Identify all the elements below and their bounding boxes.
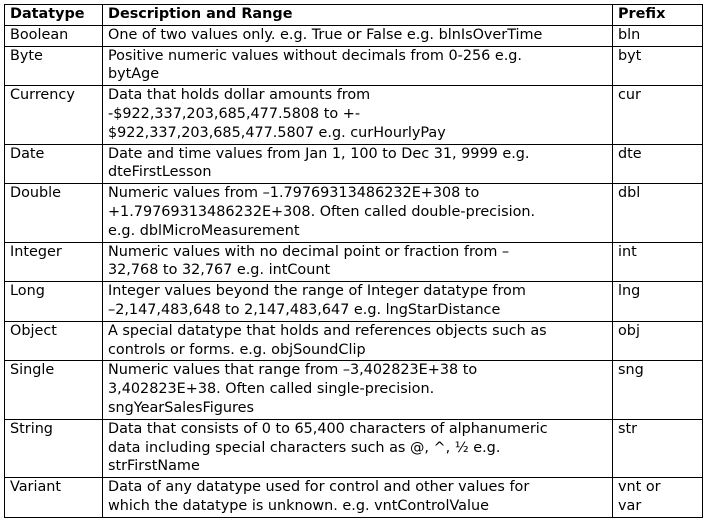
table-row: [5, 321, 703, 361]
cell-description: Data that holds dollar amounts from -$922,337,203,685,477.5808 to +- $922,337,203,685,477.5807 e.g. curHourlyPay: [103, 86, 613, 144]
cell-datatype: Object: [5, 321, 103, 361]
table-row: [5, 144, 703, 184]
header-prefix: Prefix: [613, 5, 703, 26]
table-row: [5, 282, 703, 322]
table-row: [5, 46, 703, 86]
cell-prefix: obj: [613, 321, 703, 361]
cell-datatype: Variant: [5, 478, 103, 518]
cell-prefix: bln: [613, 25, 703, 46]
cell-description: Data of any datatype used for control and other values for which the datatype is unknown. e.g. vntControlValue: [103, 478, 613, 518]
cell-prefix: str: [613, 419, 703, 477]
table-header-row: [5, 5, 703, 26]
table-row: [5, 184, 703, 242]
cell-datatype: Single: [5, 361, 103, 419]
cell-description: Data that consists of 0 to 65,400 characters of alphanumeric data including special characters such as @, ^, ½ e.g. strFirstName: [103, 419, 613, 477]
cell-description: Numeric values from –1.79769313486232E+308 to +1.79769313486232E+308. Often called double-precision. e.g. dblMicroMeasurement: [103, 184, 613, 242]
cell-datatype: String: [5, 419, 103, 477]
datatype-table: [4, 4, 703, 518]
cell-description: Integer values beyond the range of Integer datatype from –2,147,483,648 to 2,147,483,647 e.g. lngStarDistance: [103, 282, 613, 322]
datatype-table-container: [4, 4, 702, 518]
table-row: [5, 361, 703, 419]
table-row: [5, 25, 703, 46]
cell-datatype: Currency: [5, 86, 103, 144]
cell-prefix: lng: [613, 282, 703, 322]
table-row: [5, 419, 703, 477]
cell-prefix: byt: [613, 46, 703, 86]
cell-prefix: dbl: [613, 184, 703, 242]
cell-description: Numeric values that range from –3,402823E+38 to 3,402823E+38. Often called single-precision. sngYearSalesFigures: [103, 361, 613, 419]
cell-description: One of two values only. e.g. True or False e.g. blnIsOverTime: [103, 25, 613, 46]
cell-description: Positive numeric values without decimals from 0-256 e.g. bytAge: [103, 46, 613, 86]
cell-description: Numeric values with no decimal point or fraction from – 32,768 to 32,767 e.g. intCount: [103, 242, 613, 282]
cell-prefix: cur: [613, 86, 703, 144]
cell-prefix: vnt or var: [613, 478, 703, 518]
cell-datatype: Date: [5, 144, 103, 184]
cell-datatype: Byte: [5, 46, 103, 86]
cell-prefix: sng: [613, 361, 703, 419]
table-row: [5, 242, 703, 282]
cell-description: Date and time values from Jan 1, 100 to Dec 31, 9999 e.g. dteFirstLesson: [103, 144, 613, 184]
cell-datatype: Double: [5, 184, 103, 242]
cell-description: A special datatype that holds and references objects such as controls or forms. e.g. objSoundClip: [103, 321, 613, 361]
cell-prefix: int: [613, 242, 703, 282]
cell-prefix: dte: [613, 144, 703, 184]
table-row: [5, 86, 703, 144]
header-datatype: Datatype: [5, 5, 103, 26]
cell-datatype: Integer: [5, 242, 103, 282]
table-row: [5, 478, 703, 518]
header-description: Description and Range: [103, 5, 613, 26]
cell-datatype: Boolean: [5, 25, 103, 46]
cell-datatype: Long: [5, 282, 103, 322]
